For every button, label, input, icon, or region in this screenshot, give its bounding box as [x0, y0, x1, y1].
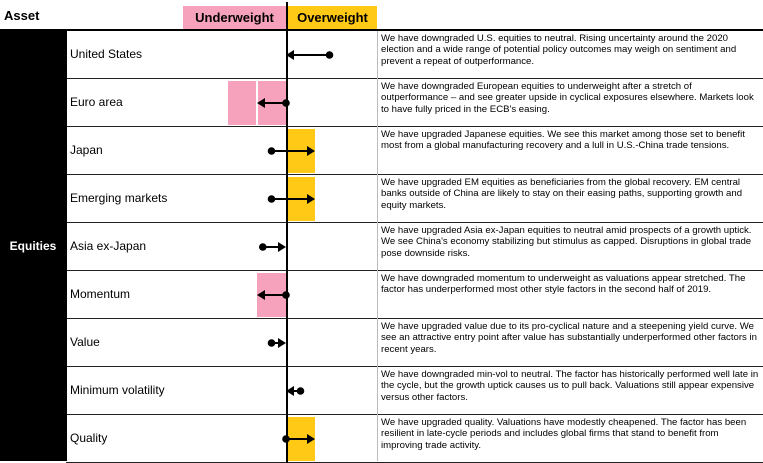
table-row — [66, 415, 763, 463]
arrow-head — [278, 338, 286, 348]
asset-name: Japan — [70, 143, 103, 157]
row-description: We have downgraded European equities to underweight after a stretch of outperformance – and see greater upside in cyclical exposures elsewhere. Markets look to have fully priced in the ECB's easing. — [381, 81, 754, 115]
overweight-column-header: Overweight — [288, 6, 377, 29]
underweight-column-header: Underweight — [183, 6, 286, 29]
arrow-origin-dot — [268, 195, 276, 203]
arrow-origin-dot — [268, 147, 276, 155]
row-description: We have downgraded U.S. equities to neutral. Rising uncertainty around the 2020 election and a wide range of potential policy outcomes may weigh on sentiment and prevent a repeat of outperformance. — [381, 33, 737, 67]
neutral-axis-line — [286, 2, 288, 463]
asset-name: Momentum — [70, 287, 131, 301]
row-description: We have upgraded Asia ex-Japan equities to neutral amid prospects of a growth uptick. We see China's economy stabilizing but stimulus as capped. Disruptions in global trade pose downside risks. — [381, 225, 752, 259]
row-description: We have upgraded value due to its pro-cyclical nature and a steepening yield curve. We see an attractive entry point after value has substantially underperformed other factors in recent years. — [381, 321, 757, 355]
table-row — [66, 79, 763, 127]
arrow-head — [278, 242, 286, 252]
row-description: We have upgraded Japanese equities. We see this market among those set to benefit most from a global manufacturing recovery and a lull in U.S.-China trade tensions. — [381, 129, 745, 152]
row-description: We have downgraded momentum to underweight as valuations appear stretched. The factor has underperformed most other style factors in the second half of 2019. — [381, 273, 746, 296]
asset-name: Value — [70, 335, 100, 349]
arrow-origin-dot — [268, 339, 276, 347]
asset-name: United States — [70, 47, 143, 61]
asset-group-label: Equities — [9, 239, 57, 253]
asset-column-header: Asset — [4, 8, 40, 23]
arrow-head — [307, 434, 315, 444]
row-description: We have downgraded min-vol to neutral. The factor has historically performed well late in the cycle, but the growth uptick causes us to pull back. Valuations still appear expensive versus other factors. — [381, 369, 759, 403]
arrow-head — [307, 146, 315, 156]
asset-name: Asia ex-Japan — [70, 239, 147, 253]
table-row — [66, 175, 763, 223]
arrow-head — [307, 194, 315, 204]
column-separator — [66, 31, 67, 461]
asset-name: Quality — [70, 431, 108, 445]
table-row — [66, 367, 763, 415]
arrow-head — [257, 98, 265, 108]
table-header — [0, 0, 763, 31]
row-description: We have upgraded quality. Valuations have modestly cheapened. The factor has been resilient in late-cycle periods and includes global firms that stand to benefit from improving trade activity. — [381, 417, 747, 451]
arrow-head — [257, 290, 265, 300]
asset-name: Emerging markets — [70, 191, 168, 205]
table-row — [66, 127, 763, 175]
table-row — [66, 31, 763, 79]
arrow-origin-dot — [259, 243, 267, 251]
arrow-origin-dot — [297, 387, 305, 395]
arrow-origin-dot — [326, 51, 334, 59]
asset-name: Minimum volatility — [70, 383, 165, 397]
table-row — [66, 223, 763, 271]
description-separator — [377, 31, 378, 461]
row-description: We have upgraded EM equities as beneficiaries from the global recovery. EM central banks outside of China are likely to stay on their easing paths, supporting growth and equity markets. — [381, 177, 743, 211]
table-row — [66, 271, 763, 319]
table-row — [66, 319, 763, 367]
asset-group-band — [0, 31, 66, 461]
asset-name: Euro area — [70, 95, 123, 109]
